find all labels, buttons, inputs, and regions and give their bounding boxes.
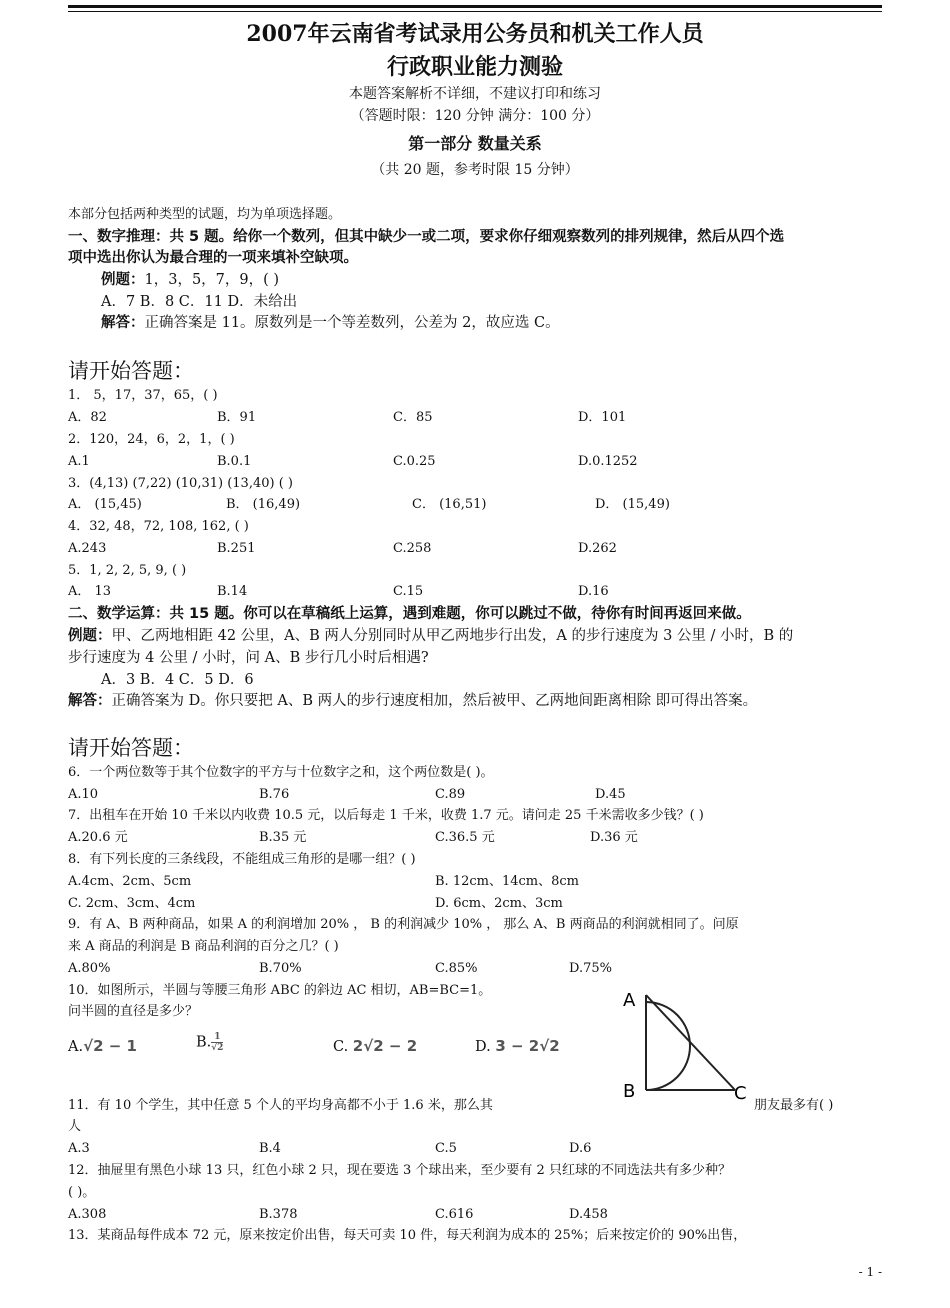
q4-option-c: C.258	[393, 541, 432, 556]
question-8: 8．有下列长度的三条线段，不能组成三角形的是哪一组？( )	[68, 852, 416, 867]
q10-b-num: 1	[211, 1032, 223, 1043]
q1-option-a: A．82	[68, 410, 107, 425]
example1	[101, 270, 279, 290]
q6-option-c: C.89	[435, 787, 466, 802]
start-label-1: 请开始答题：	[68, 359, 194, 383]
q5-option-b: B.14	[217, 584, 248, 599]
label-a: A	[623, 990, 636, 1011]
answer2-text: 正确答案为 D。你只要把 A、B 两人的步行速度相加，然后被甲、乙两地间距离相除 即可得出答案。	[111, 693, 758, 709]
top-rule-thin	[68, 11, 882, 12]
example-label: 例题：	[101, 272, 145, 288]
title-line2: 行政职业能力测验	[386, 54, 563, 80]
q9-option-b: B.70%	[259, 961, 302, 976]
q3-option-c: C． (16,51)	[412, 497, 487, 512]
section2-heading: 二、数学运算：共 15 题。你可以在草稿纸上运算，遇到难题，你可以跳过不做，待你有时间再返回来做。	[68, 606, 751, 622]
section1-heading-2: 项中选出你认为最合理的一项来填补空缺项。	[68, 250, 358, 266]
q8-option-b: B. 12cm、14cm、8cm	[435, 874, 579, 889]
question-12-line2: ( )。	[68, 1185, 96, 1200]
question-10-line2: 问半圆的直径是多少？	[68, 1004, 199, 1019]
question-10-line1: 10．如图所示，半圆与等腰三角形 ABC 的斜边 AC 相切，AB=BC=1。	[68, 983, 492, 998]
answer-text: 正确答案是 11。原数列是一个等差数列，公差为 2，故应选 C。	[144, 315, 560, 331]
q6-option-a: A.10	[68, 787, 99, 802]
answer1	[101, 313, 560, 333]
question-6: 6．一个两位数等于其个位数字的平方与十位数字之和，这个两位数是( )。	[68, 765, 494, 780]
example2-label: 例题：	[68, 628, 112, 644]
question-4: 4．32, 48，72, 108, 162, ( )	[68, 519, 249, 534]
part-title: 第一部分 数量关系	[408, 134, 542, 153]
q12-option-b: B.378	[259, 1207, 298, 1222]
section1-heading-1: 一、数字推理：共 5 题。给你一个数列，但其中缺少一或二项，要求你仔细观察数列的排列规律，然后从四个选	[68, 229, 785, 245]
q12-option-a: A.308	[68, 1207, 107, 1222]
semicircle	[646, 1002, 690, 1090]
q3-option-b: B． (16,49)	[226, 497, 301, 512]
q10-b-fraction	[211, 1032, 223, 1053]
q9-option-d: D.75%	[569, 961, 612, 976]
q7-option-a: A.20.6 元	[68, 830, 128, 845]
q1-option-b: B．91	[217, 410, 257, 425]
answer2-label: 解答：	[68, 693, 112, 709]
q10-c-math: 2√2 − 2	[352, 1037, 418, 1055]
q11-option-c: C.5	[435, 1141, 457, 1156]
question-11-line2: 人	[68, 1119, 82, 1134]
q7-option-b: B.35 元	[259, 830, 307, 845]
question-12-line1: 12．抽屉里有黑色小球 13 只，红色小球 2 只，现在要选 3 个球出来，至少要有 2 只红球的不同选法共有多少种？	[68, 1163, 731, 1178]
time-info: （答题时限：120 分钟 满分：100 分）	[350, 108, 600, 124]
start-label-2: 请开始答题：	[68, 736, 194, 760]
page-number: - 1 -	[858, 1265, 882, 1279]
q10-option-c	[333, 1036, 417, 1057]
q10-b-label: B.	[196, 1034, 212, 1051]
q4-option-a: A.243	[68, 541, 107, 556]
q8-option-a: A.4cm、2cm、5cm	[68, 874, 192, 889]
q8-option-d: D. 6cm、2cm、3cm	[435, 896, 563, 911]
q5-option-d: D.16	[578, 584, 609, 599]
example2-options: A．3 B．4 C．5 D．6	[101, 672, 254, 688]
q9-option-a: A.80%	[68, 961, 111, 976]
q10-d-label: D.	[475, 1039, 491, 1055]
q9-option-c: C.85%	[435, 961, 478, 976]
q10-c-label: C.	[333, 1039, 349, 1055]
q10-a-math: √2 − 1	[83, 1037, 137, 1055]
label-c: C	[734, 1083, 747, 1104]
example2-line1	[68, 626, 793, 646]
example2-line2: 步行速度为 4 公里 / 小时，问 A、B 步行几小时后相遇?	[68, 650, 429, 666]
q5-option-a: A． 13	[68, 584, 112, 599]
q2-option-a: A.1	[68, 454, 90, 469]
answer2	[68, 691, 757, 711]
q1-option-d: D．101	[578, 410, 627, 425]
title-line1: 2007年云南省考试录用公务员和机关工作人员	[246, 21, 704, 47]
q4-option-d: D.262	[578, 541, 617, 556]
q4-option-b: B.251	[217, 541, 256, 556]
question-11-left: 11．有 10 个学生，其中任意 5 个人的平均身高都不小于 1.6 米，那么其	[68, 1098, 493, 1113]
q11-option-b: B.4	[259, 1141, 281, 1156]
q8-option-c: C. 2cm、3cm、4cm	[68, 896, 196, 911]
q10-b-den: √2	[211, 1043, 224, 1053]
q10-d-math: 3 − 2√2	[495, 1037, 560, 1055]
example-text: 1，3，5，7，9，( )	[144, 272, 280, 288]
q6-option-d: D.45	[595, 787, 626, 802]
q2-option-b: B.0.1	[217, 454, 252, 469]
q11-option-a: A.3	[68, 1141, 90, 1156]
top-rule	[68, 5, 882, 8]
note: 本题答案解析不详细，不建议打印和练习	[349, 86, 601, 102]
question-3: 3．(4,13) (7,22) (10,31) (13,40) ( )	[68, 476, 293, 491]
answer-label: 解答：	[101, 315, 145, 331]
q3-option-d: D． (15,49)	[595, 497, 670, 512]
question-1: 1． 5，17，37，65，( )	[68, 388, 218, 403]
question-13: 13．某商品每件成本 72 元，原来按定价出售，每天可卖 10 件，每天利润为成本的 25%；后来按定价的 90%出售，	[68, 1228, 747, 1243]
question-7: 7．出租车在开始 10 千米以内收费 10.5 元，以后每走 1 千米，收费 1.7 元。请问走 25 千米需收多少钱？( )	[68, 808, 704, 823]
triangle-figure	[613, 985, 753, 1105]
q1-option-c: C．85	[393, 410, 433, 425]
part-info: （共 20 题，参考时限 15 分钟）	[371, 162, 579, 178]
q10-option-a	[68, 1036, 137, 1057]
question-9-line2: 来 A 商品的利润是 B 商品利润的百分之几？( )	[68, 939, 339, 954]
question-5: 5．1, 2, 2, 5, 9, ( )	[68, 563, 187, 578]
q5-option-c: C.15	[393, 584, 424, 599]
q7-option-d: D.36 元	[590, 830, 638, 845]
question-2: 2．120，24，6，2，1，( )	[68, 432, 235, 447]
q12-option-c: C.616	[435, 1207, 474, 1222]
q7-option-c: C.36.5 元	[435, 830, 495, 845]
q2-option-c: C.0.25	[393, 454, 436, 469]
example1-options: A．7 B．8 C．11 D．未给出	[101, 294, 298, 310]
example2-text: 甲、乙两地相距 42 公里，A、B 两人分别同时从甲乙两地步行出发，A 的步行速度为 3 公里 / 小时，B 的	[111, 628, 794, 644]
q12-option-d: D.458	[569, 1207, 608, 1222]
q10-option-d	[475, 1036, 560, 1057]
label-b: B	[623, 1081, 636, 1102]
question-11-right: 朋友最多有( )	[754, 1098, 834, 1113]
q10-option-b	[196, 1032, 223, 1053]
q11-option-d: D.6	[569, 1141, 592, 1156]
q10-a-label: A.	[68, 1039, 84, 1055]
triangle-diagram	[613, 985, 753, 1105]
q6-option-b: B.76	[259, 787, 290, 802]
q3-option-a: A． (15,45)	[68, 497, 142, 512]
question-9-line1: 9．有 A、B 两种商品，如果 A 的利润增加 20% ， B 的利润减少 10% ， 那么 A、B 两商品的利润就相同了。问原	[68, 917, 739, 932]
q2-option-d: D.0.1252	[578, 454, 638, 469]
intro: 本部分包括两种类型的试题，均为单项选择题。	[68, 207, 342, 222]
